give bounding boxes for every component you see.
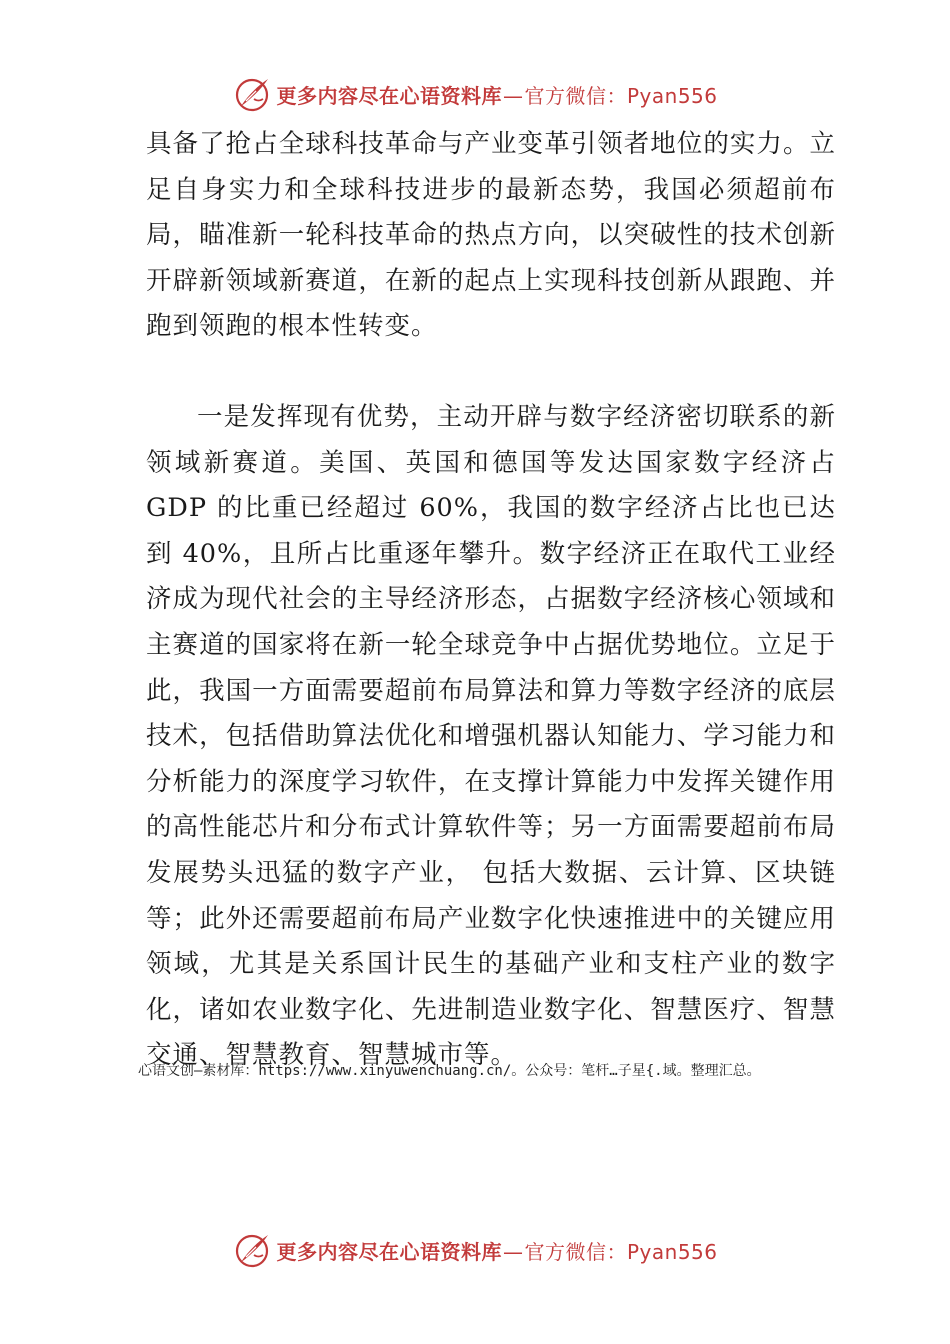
footer-suffix: 官方微信： [524, 1239, 627, 1264]
paragraph-2: 一是发挥现有优势，主动开辟与数字经济密切联系的新领域新赛道。美国、英国和德国等发达国家数字经济占GDP 的比重已经超过 60%，我国的数字经济占比也已达到 40%，且所占比重逐年攀升。数字经济正在取代工业经济成为现代社会的主导经济形态，占据数字经济核心领域和主赛道的国家将在新一轮全球竞争中占据优势地位。立足于此，我国一方面需要超前布局算法和算力等数字经济的底层技术，包括借助算法优化和增强机器认知能力、学习能力和分析能力的深度学习软件，在支撑计算能力中发挥关键作用的高性能芯片和分布式计算软件等；另一方面需要超前布局发展势头迅猛的数字产业， 包括大数据、云计算、区块链等；此外还需要超前布局产业数字化快速推进中的关键应用领域，尤其是关系国计民生的基础产业和支柱产业的数字化，诸如农业数字化、先进制造业数字化、智慧医疗、智慧交通、智慧教育、智慧城市等。 [146, 401, 836, 1071]
feather-pen-circle-icon [232, 74, 272, 114]
footer-separator: — [502, 1239, 524, 1264]
header-suffix: 官方微信： [524, 83, 627, 108]
header-separator: — [502, 83, 524, 108]
footer-banner [0, 1228, 950, 1272]
document-body [146, 122, 836, 1079]
footer-prefix: 更多内容尽在心语资料库 [276, 1239, 502, 1264]
header-account: Pyan556 [626, 83, 718, 108]
header-banner-text [276, 80, 717, 109]
footer-banner-text [276, 1236, 717, 1265]
header-banner [0, 72, 950, 116]
header-prefix: 更多内容尽在心语资料库 [276, 83, 502, 108]
footer-account: Pyan556 [626, 1239, 718, 1264]
source-note: 心语文创—素材库：https://www.xinyuwenchuang.cn/。公众号：笔杆…子星{.域。整理汇总。 [138, 1063, 761, 1079]
paragraph-1: 具备了抢占全球科技革命与产业变革引领者地位的实力。立足自身实力和全球科技进步的最新态势，我国必须超前布局，瞄准新一轮科技革命的热点方向，以突破性的技术创新开辟新领域新赛道，在新的起点上实现科技创新从跟跑、并跑到领跑的根本性转变。 [146, 129, 836, 342]
feather-pen-circle-icon [232, 1230, 272, 1270]
